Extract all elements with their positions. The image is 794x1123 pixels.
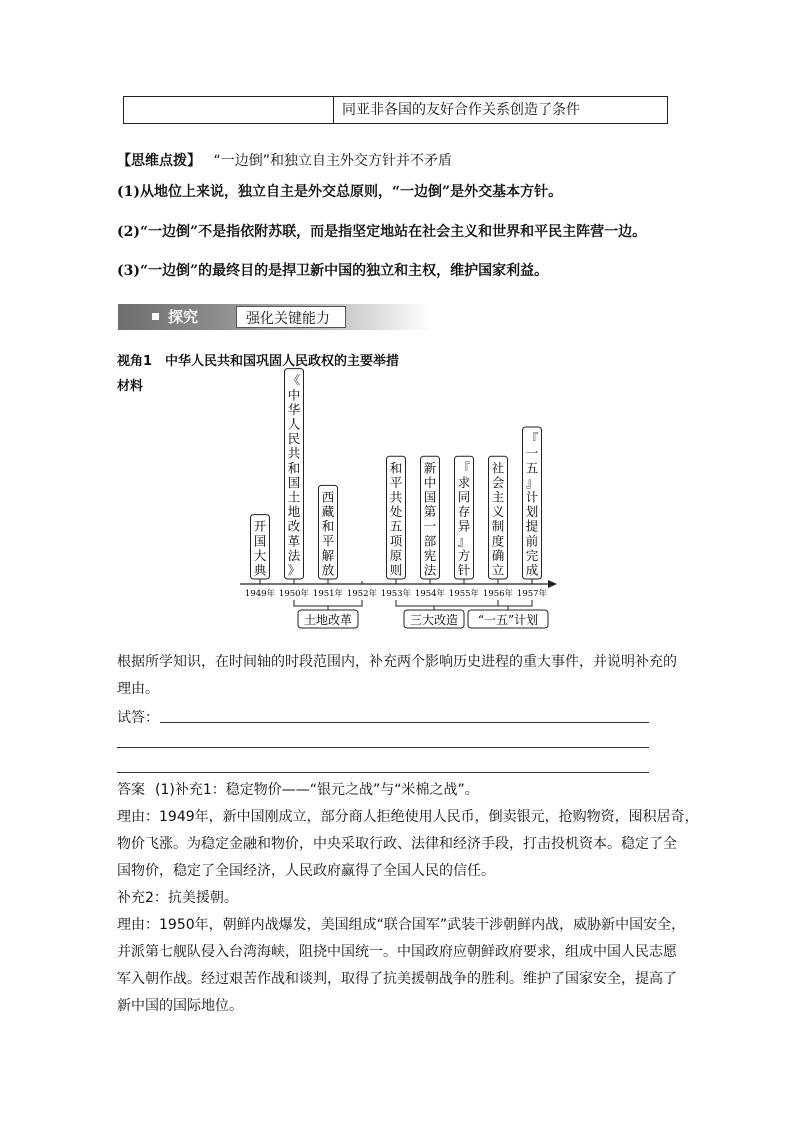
event-char: 』 <box>457 533 471 549</box>
event-char: 存 <box>457 504 471 520</box>
question-line-1: 根据所学知识，在时间轴的时段范围内，补充两个影响历史进程的重大事件，并说明补充的 <box>117 654 677 670</box>
event-char: 前 <box>525 533 539 549</box>
answer-line-4: 国物价，稳定了全国经济，人民政府赢得了全国人民的信任。 <box>117 863 495 879</box>
timeline-event <box>319 485 338 584</box>
event-char: 五 <box>389 518 403 534</box>
timeline-year-label: 1952年 <box>346 589 378 599</box>
event-char: 原 <box>389 547 403 563</box>
event-char: 方 <box>457 547 471 563</box>
event-char: 共 <box>287 445 301 461</box>
timeline-event <box>421 456 440 584</box>
timeline-year-label: 1955年 <box>448 589 480 599</box>
event-char: 计 <box>525 489 539 505</box>
answer-text: (1)补充1：稳定物价——“银元之战”与“米棉之战”。 <box>155 782 479 798</box>
answer-label: 答案 <box>117 782 145 798</box>
event-char: 』 <box>525 474 539 490</box>
timeline-year-label: 1951年 <box>312 589 344 599</box>
event-char: 中 <box>287 387 301 403</box>
square-bullet-icon <box>152 313 159 320</box>
event-char: 『 <box>457 460 471 476</box>
event-char: 一 <box>525 445 539 461</box>
event-char: 革 <box>287 533 301 549</box>
bracket-label: “一五”计划 <box>477 613 539 627</box>
event-char: 宪 <box>423 547 437 563</box>
event-char: 完 <box>525 547 539 563</box>
answer-line-1 <box>117 777 479 804</box>
thinking-heading-text: “一边倒”和独立自主外交方针并不矛盾 <box>213 153 452 169</box>
timeline-brackets <box>294 600 548 628</box>
bracket-land-reform <box>294 600 362 606</box>
bracket-transformation <box>396 600 532 606</box>
event-char: 求 <box>457 474 471 490</box>
answer-line-2: 理由：1949年，新中国刚成立，部分商人拒绝使用人民币，倒卖银元，抢购物资，囤积居奇， <box>117 809 699 825</box>
event-char: 共 <box>389 489 403 505</box>
event-char: 国 <box>287 474 301 490</box>
timeline-event <box>285 369 304 584</box>
event-char: 解 <box>321 547 335 563</box>
timeline-diagram <box>230 372 570 643</box>
event-char: 社 <box>491 460 505 476</box>
thinking-heading-row <box>117 150 452 170</box>
event-char: 主 <box>491 489 505 505</box>
thinking-point-3: (3)“一边倒”的最终目的是捍卫新中国的独立和主权，维护国家利益。 <box>117 263 549 279</box>
event-char: 国 <box>253 533 267 549</box>
event-char: 划 <box>525 504 539 520</box>
timeline-year-label: 1957年 <box>516 589 548 599</box>
event-char: 新 <box>423 460 437 476</box>
answer-blank-line[interactable] <box>160 722 649 723</box>
answer-line-3: 物价飞涨。为稳定金融和物价，中央采取行政、法律和经济手段，打击投机资本。稳定了全 <box>117 836 677 852</box>
event-char: 会 <box>491 474 505 490</box>
timeline-event <box>387 456 406 584</box>
event-char: 《 <box>287 372 301 388</box>
event-char: 部 <box>423 533 437 549</box>
event-char: 第 <box>423 504 437 520</box>
event-char: 法 <box>423 562 437 578</box>
answer-line-5: 补充2：抗美援朝。 <box>117 890 238 906</box>
event-char: 国 <box>423 489 437 505</box>
event-char: 》 <box>287 562 301 578</box>
event-char: 地 <box>287 504 301 520</box>
event-char: 提 <box>525 518 539 534</box>
event-char: 成 <box>525 562 539 578</box>
bracket-label: 三大改造 <box>409 613 459 627</box>
event-char: 确 <box>491 547 505 563</box>
answer-blank-line[interactable] <box>117 772 649 773</box>
event-char: 典 <box>253 562 267 578</box>
bracket-label: 土地改革 <box>303 613 353 627</box>
event-char: 立 <box>491 562 505 578</box>
event-char: 『 <box>525 431 539 447</box>
answer-blank-line[interactable] <box>117 747 649 748</box>
event-char: 放 <box>321 562 335 578</box>
event-char: 一 <box>423 518 437 534</box>
answer-line-9: 新中国的国际地位。 <box>117 998 243 1014</box>
table-divider <box>333 97 334 123</box>
event-char: 针 <box>457 562 471 578</box>
event-char: 和 <box>287 460 301 476</box>
event-char: 土 <box>287 489 301 505</box>
event-char: 开 <box>253 518 267 534</box>
material-label: 材料 <box>117 379 144 394</box>
timeline-events <box>251 369 542 584</box>
timeline-year-label: 1956年 <box>482 589 514 599</box>
event-char: 大 <box>253 547 267 563</box>
section-banner <box>118 304 432 330</box>
event-char: 和 <box>321 518 335 534</box>
question-line-2: 理由。 <box>117 681 159 697</box>
thinking-point-2: (2)“一边倒”不是指依附苏联，而是指坚定地站在社会主义和世界和平民主阵营一边。 <box>117 224 647 240</box>
thinking-point-1: (1)从地位上来说，独立自主是外交总原则，“一边倒”是外交基本方针。 <box>117 184 563 200</box>
timeline-year-label: 1953年 <box>380 589 412 599</box>
answer-prompt-label: 试答： <box>117 710 159 726</box>
event-char: 则 <box>389 562 403 578</box>
timeline-event <box>489 456 508 584</box>
timeline-year-label: 1949年 <box>244 589 276 599</box>
event-char: 改 <box>287 518 301 534</box>
event-char: 同 <box>457 489 471 505</box>
event-char: 异 <box>457 518 471 534</box>
timeline-year-label: 1950年 <box>278 589 310 599</box>
arrow-right-icon <box>548 580 557 588</box>
event-char: 中 <box>423 474 437 490</box>
event-char: 项 <box>389 533 403 549</box>
event-char: 度 <box>491 533 505 549</box>
event-char: 处 <box>389 504 403 520</box>
timeline-year-label: 1954年 <box>414 589 446 599</box>
answer-line-7: 并派第七舰队侵入台湾海峡，阻挠中国统一。中国政府应朝鲜政府要求，组成中国人民志愿 <box>117 944 677 960</box>
event-char: 民 <box>287 431 301 447</box>
event-char: 华 <box>287 401 301 417</box>
event-char: 法 <box>287 547 301 563</box>
timeline-event <box>455 456 474 584</box>
event-char: 五 <box>525 460 539 476</box>
banner-subtitle: 强化关键能力 <box>246 311 330 327</box>
event-char: 平 <box>389 474 403 490</box>
event-char: 义 <box>491 504 505 520</box>
banner-label: 探究 <box>168 308 199 326</box>
event-char: 和 <box>389 460 403 476</box>
answer-line-6: 理由：1950年，朝鲜内战爆发，美国组成“联合国军”武装干涉朝鲜内战，威胁新中国安全， <box>117 917 686 933</box>
event-char: 西 <box>321 489 335 505</box>
table-row <box>123 96 668 124</box>
section-title: 视角1 中华人民共和国巩固人民政权的主要举措 <box>117 354 400 369</box>
table-cell-right: 同亚非各国的友好合作关系创造了条件 <box>342 102 580 118</box>
event-char: 藏 <box>321 504 335 520</box>
thinking-heading: 【思维点拨】 <box>117 153 201 169</box>
timeline-event <box>251 515 270 584</box>
event-char: 人 <box>287 416 301 432</box>
answer-line-8: 军入朝作战。经过艰苦作战和谈判，取得了抗美援朝战争的胜利。维护了国家安全，提高了 <box>117 971 677 987</box>
timeline-event <box>523 427 542 584</box>
event-char: 平 <box>321 533 335 549</box>
event-char: 制 <box>491 518 505 534</box>
